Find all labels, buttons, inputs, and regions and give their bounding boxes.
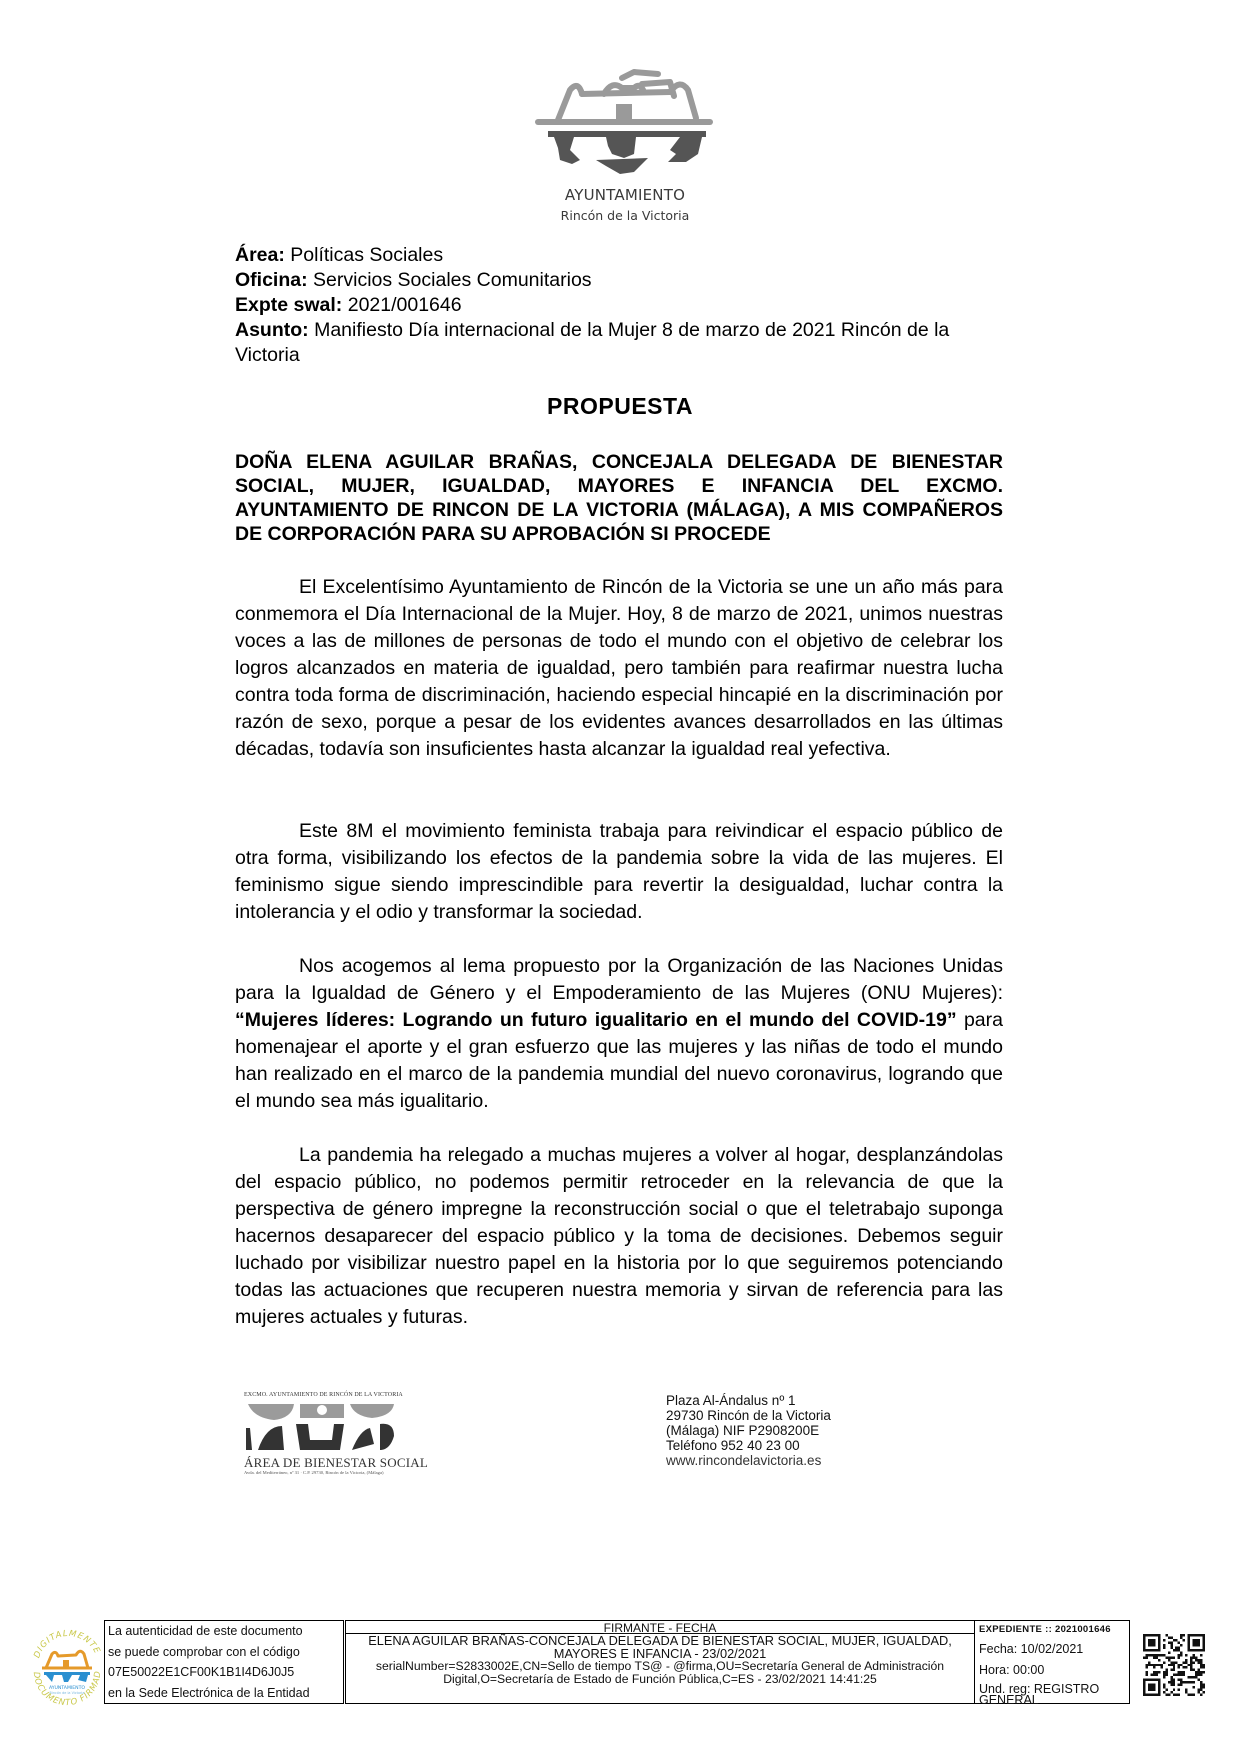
qr-module: [1193, 1661, 1195, 1663]
qr-module: [1195, 1659, 1197, 1661]
qr-module: [1165, 1634, 1167, 1636]
qr-module: [1195, 1671, 1197, 1673]
auth-line: en la Sede Electrónica de la Entidad: [108, 1685, 310, 1700]
qr-module: [1158, 1664, 1160, 1666]
qr-module: [1178, 1664, 1180, 1666]
meta-area-label: Área:: [235, 244, 285, 266]
qr-module: [1180, 1644, 1182, 1646]
qr-module: [1198, 1674, 1200, 1676]
qr-module: [1198, 1689, 1200, 1691]
qr-module: [1170, 1636, 1172, 1638]
ayuntamiento-logo: [530, 68, 720, 228]
qr-module: [1200, 1654, 1202, 1656]
qr-module: [1198, 1669, 1200, 1671]
qr-module: [1180, 1654, 1182, 1656]
qr-module: [1195, 1674, 1197, 1676]
qr-module: [1188, 1681, 1190, 1683]
qr-module: [1168, 1641, 1170, 1643]
paragraph-1: El Excelentísimo Ayuntamiento de Rincón de la Victoria se une un año más para conmemora el Día Internacional de la Mujer. Hoy, 8 de marzo de 2021, unimos nuestras voces a las de millones de personas de todo el mundo con el objetivo de celebrar los logros alcanzados en materia de igualdad, pero también para reafirmar nuestra lucha contra toda forma de discriminación, haciendo especial hincapié en la discriminación por razón de sexo, porque a pesar de los evidentes avances desarrollados en las últimas décadas, todavía son insuficientes hasta alcanzar la igualdad real yefectiva.: [235, 576, 1003, 760]
qr-module: [1183, 1661, 1185, 1663]
qr-module: [1153, 1674, 1155, 1676]
seal-inner-subtitle: Rincón de la Victoria: [49, 1691, 85, 1695]
qr-module: [1155, 1664, 1157, 1666]
qr-module: [1148, 1661, 1150, 1663]
qr-module: [1180, 1634, 1182, 1636]
qr-module: [1153, 1656, 1155, 1658]
qr-module: [1145, 1664, 1147, 1666]
qr-module: [1188, 1694, 1190, 1696]
qr-module: [1185, 1654, 1187, 1656]
qr-module: [1180, 1684, 1182, 1686]
qr-module: [1163, 1691, 1165, 1693]
qr-module: [1160, 1654, 1162, 1656]
qr-module: [1178, 1671, 1180, 1673]
qr-module: [1163, 1644, 1165, 1646]
qr-module: [1175, 1646, 1177, 1648]
qr-module: [1190, 1661, 1192, 1663]
signer-name: ELENA AGUILAR BRAÑAS-CONCEJALA DELEGADA DE BIENESTAR SOCIAL, MUJER, IGUALDAD,: [368, 1633, 952, 1648]
qr-module: [1198, 1661, 1200, 1663]
seal-inner-title: AYUNTAMIENTO: [48, 1686, 86, 1691]
signer-header: FIRMANTE - FECHA: [346, 1621, 974, 1634]
qr-module: [1173, 1669, 1175, 1671]
qr-module: [1180, 1671, 1182, 1673]
digital-signature-seal: [26, 1622, 106, 1716]
qr-module: [1185, 1689, 1187, 1691]
qr-module: [1193, 1681, 1195, 1683]
qr-module: [1165, 1671, 1167, 1673]
proposal-intro: DOÑA ELENA AGUILAR BRAÑAS, CONCEJALA DELEGADA DE BIENESTAR SOCIAL, MUJER, IGUALDAD, MAYORES E INFANCIA DEL EXCMO. AYUNTAMIENTO DE RINCON DE LA VICTORIA (MÁLAGA), A MIS COMPAÑEROS DE CORPORACIÓN PARA SU APROBACIÓN SI PROCEDE: [235, 451, 1003, 545]
meta-oficina-value: Servicios Sociales Comunitarios: [313, 269, 592, 291]
qr-module: [1175, 1694, 1177, 1696]
qr-module: [1150, 1654, 1152, 1656]
qr-module: [1203, 1684, 1205, 1686]
signer-box: [345, 1620, 975, 1704]
seal-arc-top: DIGITALMENTE: [32, 1628, 103, 1660]
qr-module: [1185, 1661, 1187, 1663]
qr-module: [1185, 1659, 1187, 1661]
qr-module: [1145, 1674, 1147, 1676]
qr-module: [1150, 1674, 1152, 1676]
qr-module: [1170, 1669, 1172, 1671]
qr-module: [1183, 1639, 1185, 1641]
qr-module: [1158, 1659, 1160, 1661]
qr-module: [1175, 1649, 1177, 1651]
qr-module: [1183, 1666, 1185, 1668]
meta-asunto-value: Manifiesto Día internacional de la Mujer 8 de marzo de 2021 Rincón de la Victoria: [235, 319, 950, 366]
qr-module: [1178, 1656, 1180, 1658]
meta-expediente: [235, 293, 995, 318]
qr-module: [1175, 1661, 1177, 1663]
qr-module: [1200, 1674, 1202, 1676]
qr-module: [1178, 1689, 1180, 1691]
bienestar-social-logo: [244, 1392, 428, 1476]
qr-module: [1185, 1666, 1187, 1668]
qr-module: [1178, 1649, 1180, 1651]
meta-asunto: [235, 318, 975, 368]
qr-module: [1153, 1671, 1155, 1673]
meta-expte-value: 2021/001646: [347, 294, 462, 316]
qr-module: [1195, 1676, 1197, 1678]
meta-area-value: Políticas Sociales: [290, 244, 444, 266]
qr-module: [1168, 1656, 1170, 1658]
qr-module: [1193, 1676, 1195, 1678]
qr-module: [1190, 1676, 1192, 1678]
qr-module: [1155, 1656, 1157, 1658]
address-website: www.rincondelavictoria.es: [666, 1453, 822, 1468]
qr-module: [1163, 1674, 1165, 1676]
expediente-box: [975, 1620, 1130, 1707]
qr-module: [1163, 1654, 1165, 1656]
qr-module: [1170, 1646, 1172, 1648]
qr-module: [1178, 1666, 1180, 1668]
qr-module: [1185, 1691, 1187, 1693]
onu-motto: “Mujeres líderes: Logrando un futuro igualitario en el mundo del COVID-19”: [235, 1009, 957, 1031]
qr-module: [1200, 1689, 1202, 1691]
address-phone: Teléfono 952 40 23 00: [666, 1438, 800, 1453]
document-title: PROPUESTA: [547, 393, 693, 419]
qr-module: [1163, 1676, 1165, 1678]
qr-module: [1170, 1681, 1172, 1683]
qr-module: [1173, 1661, 1175, 1663]
qr-module: [1203, 1671, 1205, 1673]
qr-module: [1153, 1654, 1155, 1656]
qr-module: [1148, 1654, 1150, 1656]
qr-module: [1145, 1666, 1147, 1668]
qr-module: [1168, 1659, 1170, 1661]
expediente-fecha: Fecha: 10/02/2021: [979, 1642, 1084, 1656]
qr-module: [1190, 1659, 1192, 1661]
qr-module: [1200, 1659, 1202, 1661]
qr-module: [1198, 1671, 1200, 1673]
area-logo-top-text: EXCMO. AYUNTAMIENTO DE RINCÓN DE LA VICTORIA: [244, 1392, 403, 1398]
qr-module: [1173, 1666, 1175, 1668]
qr-module: [1170, 1691, 1172, 1693]
expediente-registro: Und. reg: REGISTRO GENERAL: [979, 1682, 1100, 1707]
qr-module: [1188, 1664, 1190, 1666]
qr-module: [1178, 1654, 1180, 1656]
qr-module: [1160, 1664, 1162, 1666]
signed-document-seal-icon: [26, 1622, 106, 1716]
paragraph-4: La pandemia ha relegado a muchas mujeres a volver al hogar, desplanzándolas del espacio público, no podemos permitir retroceder en la relevancia de que la perspectiva de género impregne la reconstrucción social o que el teletrabajo suponga hacernos desaparecer del espacio público y la toma de decisiones. Debemos seguir luchado por visibilizar nuestro papel en la historia por lo que seguiremos potenciando todas las actuaciones que recuperen nuestra memoria y sirvan de referencia para las mujeres actuales y futuras.: [235, 1144, 1003, 1328]
qr-finder: [1148, 1639, 1155, 1646]
expediente-hora: Hora: 00:00: [979, 1663, 1045, 1677]
qr-module: [1178, 1646, 1180, 1648]
qr-module: [1188, 1676, 1190, 1678]
qr-module: [1185, 1681, 1187, 1683]
qr-module: [1190, 1669, 1192, 1671]
qr-module: [1175, 1639, 1177, 1641]
qr-module: [1143, 1656, 1145, 1658]
meta-oficina: [235, 268, 995, 293]
qr-module: [1165, 1656, 1167, 1658]
qr-module: [1203, 1691, 1205, 1693]
qr-module: [1163, 1646, 1165, 1648]
qr-module: [1173, 1656, 1175, 1658]
expediente-number: EXPEDIENTE :: 2021001646: [979, 1624, 1111, 1635]
document-metadata: [235, 243, 995, 368]
qr-module: [1150, 1664, 1152, 1666]
qr-module: [1180, 1681, 1182, 1683]
logo-title: AYUNTAMIENTO: [564, 186, 686, 204]
qr-module: [1203, 1666, 1205, 1668]
qr-module: [1170, 1676, 1172, 1678]
qr-module: [1190, 1664, 1192, 1666]
qr-module: [1200, 1681, 1202, 1683]
qr-module: [1173, 1694, 1175, 1696]
qr-module: [1173, 1649, 1175, 1651]
authenticity-box: [104, 1620, 344, 1704]
qr-module: [1173, 1664, 1175, 1666]
meta-asunto-label: Asunto:: [235, 319, 309, 341]
qr-module: [1168, 1651, 1170, 1653]
qr-module: [1195, 1656, 1197, 1658]
qr-module: [1203, 1664, 1205, 1666]
qr-module: [1200, 1686, 1202, 1688]
qr-module: [1200, 1664, 1202, 1666]
logo-subtitle: Rincón de la Victoria: [560, 208, 690, 223]
paragraph-2: Este 8M el movimiento feminista trabaja para reivindicar el espacio público de otra forma, visibilizando los efectos de la pandemia sobre la vida de las mujeres. El feminismo sigue siendo imprescindible para revertir la desigualdad, luchar contra la intolerancia y el odio y transformar la sociedad.: [235, 820, 1003, 923]
qr-module: [1198, 1679, 1200, 1681]
qr-module: [1178, 1694, 1180, 1696]
qr-module: [1180, 1674, 1182, 1676]
seal-arc-bottom: DOCUMENTO FIRMAD: [30, 1670, 104, 1709]
qr-module: [1178, 1684, 1180, 1686]
qr-module: [1178, 1674, 1180, 1676]
qr-module: [1193, 1686, 1195, 1688]
meta-oficina-label: Oficina:: [235, 269, 308, 291]
qr-module: [1168, 1681, 1170, 1683]
qr-module: [1193, 1656, 1195, 1658]
qr-module: [1145, 1656, 1147, 1658]
qr-module: [1178, 1641, 1180, 1643]
qr-module: [1193, 1654, 1195, 1656]
qr-module: [1145, 1654, 1147, 1656]
verification-code: 07E50022E1CF00K1B1I4D6J0J5: [108, 1665, 295, 1679]
qr-module: [1158, 1654, 1160, 1656]
qr-module: [1170, 1679, 1172, 1681]
area-logo-subtitle: Avda. del Mediterráneo, nº 31 · C.P. 29730, Rincón de la Victoria, (Málaga): [244, 1470, 384, 1475]
qr-module: [1180, 1636, 1182, 1638]
qr-module: [1155, 1654, 1157, 1656]
qr-module: [1180, 1679, 1182, 1681]
address-line: Plaza Al-Ándalus nº 1: [666, 1393, 796, 1408]
qr-module: [1175, 1674, 1177, 1676]
qr-module: [1200, 1661, 1202, 1663]
qr-module: [1170, 1641, 1172, 1643]
qr-module: [1163, 1686, 1165, 1688]
qr-module: [1178, 1679, 1180, 1681]
qr-module: [1183, 1681, 1185, 1683]
qr-module: [1148, 1664, 1150, 1666]
meta-area: [235, 243, 995, 268]
paragraph-3: [235, 953, 1003, 1115]
castle-logo-icon: [530, 68, 720, 186]
qr-module: [1183, 1634, 1185, 1636]
qr-module: [1145, 1671, 1147, 1673]
qr-module: [1200, 1671, 1202, 1673]
qr-module: [1200, 1684, 1202, 1686]
qr-module: [1163, 1661, 1165, 1663]
qr-module: [1155, 1671, 1157, 1673]
qr-module: [1168, 1694, 1170, 1696]
signer-date: MAYORES E INFANCIA - 23/02/2021: [553, 1646, 767, 1661]
qr-module: [1190, 1681, 1192, 1683]
qr-finder: [1148, 1684, 1155, 1691]
area-logo-title: ÁREA DE BIENESTAR SOCIAL: [244, 1455, 428, 1470]
qr-module: [1180, 1651, 1182, 1653]
qr-module: [1163, 1671, 1165, 1673]
qr-module: [1203, 1686, 1205, 1688]
qr-module: [1190, 1666, 1192, 1668]
qr-module: [1200, 1694, 1202, 1696]
bienestar-figures-icon: [244, 1400, 402, 1454]
qr-module: [1170, 1644, 1172, 1646]
qr-code-icon: [1143, 1634, 1205, 1696]
qr-module: [1170, 1664, 1172, 1666]
qr-module: [1160, 1666, 1162, 1668]
paragraph-3-text: Nos acogemos al lema propuesto por la Organización de las Naciones Unidas para la Igualdad de Género y el Empoderamiento de las Mujeres (ONU Mujeres):: [235, 955, 1003, 1004]
qr-module: [1165, 1689, 1167, 1691]
qr-module: [1190, 1694, 1192, 1696]
qr-module: [1193, 1694, 1195, 1696]
qr-module: [1193, 1669, 1195, 1671]
signer-details: [346, 1634, 974, 1685]
auth-line: se puede comprobar con el código: [108, 1644, 300, 1659]
qr-module: [1200, 1666, 1202, 1668]
qr-module: [1173, 1689, 1175, 1691]
qr-module: [1183, 1674, 1185, 1676]
qr-module: [1173, 1679, 1175, 1681]
qr-module: [1153, 1664, 1155, 1666]
qr-module: [1165, 1669, 1167, 1671]
qr-module: [1173, 1684, 1175, 1686]
qr-module: [1198, 1659, 1200, 1661]
qr-module: [1198, 1691, 1200, 1693]
qr-module: [1173, 1674, 1175, 1676]
qr-module: [1173, 1639, 1175, 1641]
qr-module: [1165, 1694, 1167, 1696]
address-line: (Málaga) NIF P2908200E: [666, 1423, 820, 1438]
qr-module: [1170, 1656, 1172, 1658]
qr-module: [1155, 1674, 1157, 1676]
timestamp-seal: serialNumber=S2833002E,CN=Sello de tiempo TS@ - @firma,OU=Secretaría General de Administración: [375, 1659, 945, 1673]
auth-line: La autenticidad de este documento: [108, 1624, 303, 1638]
qr-module: [1180, 1664, 1182, 1666]
qr-module: [1153, 1666, 1155, 1668]
qr-module: [1170, 1661, 1172, 1663]
address-line: 29730 Rincón de la Victoria: [666, 1408, 831, 1423]
address-block: [666, 1393, 831, 1468]
qr-module: [1168, 1636, 1170, 1638]
qr-module: [1163, 1684, 1165, 1686]
qr-module: [1163, 1639, 1165, 1641]
qr-module: [1165, 1674, 1167, 1676]
qr-module: [1158, 1671, 1160, 1673]
qr-module: [1190, 1656, 1192, 1658]
meta-expte-label: Expte swal:: [235, 294, 343, 316]
qr-module: [1168, 1664, 1170, 1666]
timestamp-seal-date: Digital,O=Secretaría de Estado de Función Pública,C=ES - 23/02/2021 14:41:25: [443, 1671, 877, 1686]
qr-module: [1170, 1684, 1172, 1686]
qr-finder: [1193, 1639, 1200, 1646]
qr-module: [1183, 1671, 1185, 1673]
paragraph-3-text-end: para homenajear el aporte y el gran esfuerzo que las mujeres y las niñas de todo el mundo han realizado en el marco de la pandemia mundial del nuevo coronavirus, logrando que el mundo sea más igualitario.: [235, 1009, 1003, 1112]
qr-module: [1173, 1681, 1175, 1683]
